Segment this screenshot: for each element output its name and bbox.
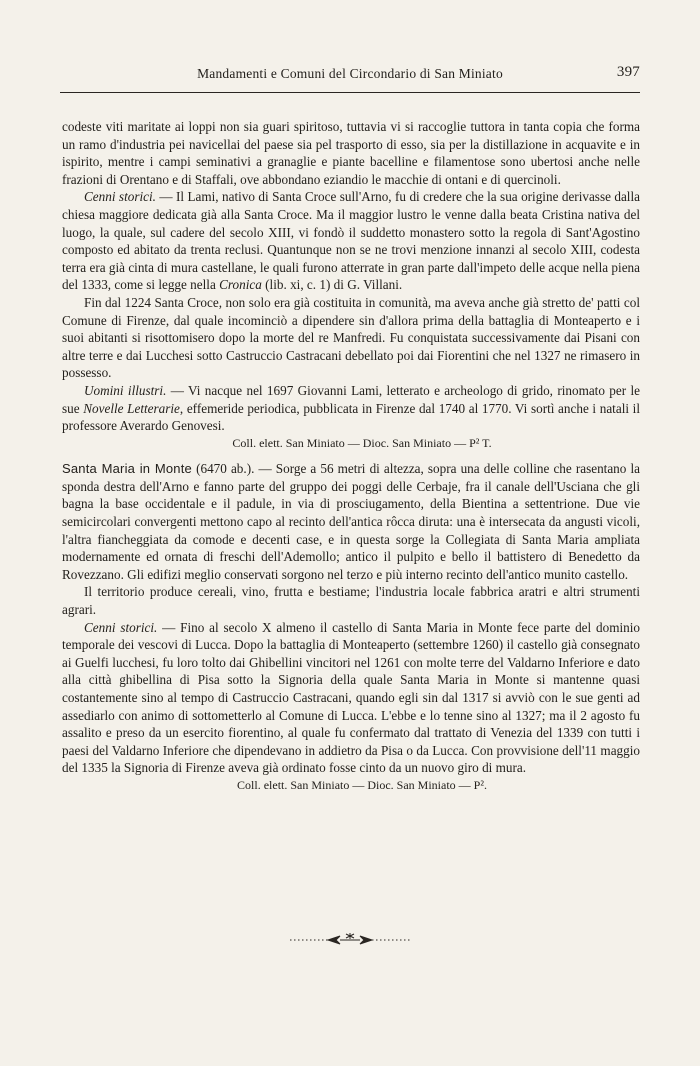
paragraph: codeste viti maritate ai loppi non sia guari spiritoso, tuttavia vi si raccoglie tuttora in tanta copia che forma un ramo d'industria pei navicellai del paese sia pel trasporto di esso, sia per la distillazione in acquavite e in ispirito, mentre i campi seminativi a granaglie e piante bacelline e filamentose sono ubertosi anche nelle frazioni di Orentano e di Staffali, ove abbondano eziandio le macchie di ontani e di quercinoli. — [62, 119, 640, 187]
paragraph: Il territorio produce cereali, vino, frutta e bestiame; l'industria locale fabbrica aratri e altri strumenti agrari. — [62, 584, 640, 618]
entry-paragraph: Santa Maria in Monte (6470 ab.). — Sorge a 56 metri di altezza, sopra una delle colline che rasentano la sponda destra dell'Arno e fanno parte del gruppo dei poggi delle Cerbaje, fra il canale dell'Usciana che gli bagna la base occidentale e il padule, in via di prosciugamento, della Bientina a settentrione. Due vie semicircolari convergenti mettono capo al recinto dell'antica rôcca diruta: una è intersecata da angusti vicoli, l'altra fiancheggiata da comode e decenti case, e in questa sorge la Collegiata di Santa Maria ampliata modernamente ed ornata di freschi dell'Ademollo; antico il pulpito e bello il battistero di Benedetto da Rovezzano. Gli edifizi meglio conservati sorgono nel terzo e più interno recinto dell'antico munito castello. — [62, 461, 640, 582]
section-label: Uomini illustri. — [84, 382, 167, 398]
electoral-note: Coll. elett. San Miniato — Dioc. San Miniato — P² T. — [232, 435, 492, 450]
running-title: Mandamenti e Comuni del Circondario di San Miniato — [197, 66, 503, 81]
paragraph: Uomini illustri. — Vi nacque nel 1697 Giovanni Lami, letterato e archeologo di grido, rinomato per le sue Novelle Letterarie, effemeride periodica, pubblicata in Firenze dal 1740 al 1770. Vi sortì anche i natali il professore Averardo Genovesi. — [62, 382, 640, 434]
section-label: Cenni storici. — [84, 619, 158, 635]
tail-ornament-icon — [288, 930, 412, 950]
paragraph: Cenni storici. — Fino al secolo X almeno il castello di Santa Maria in Monte fece parte del dominio temporale dei vescovi di Lucca. Dopo la battaglia di Monteaperto (settembre 1260) il castello già consegnato ai Guelfi lucchesi, fu loro tolto dai Ghibellini vincitori nel 1261 con molte terre del Valdarno Inferiore e dato alla città ghibellina di Pisa sotto la Signoria della quale Santa Maria in Monte si mantenne quasi costantemente sino al tempo di Castruccio Castracani, quando egli sin dal 1317 si avviò con le sue genti ad assediarlo con animo di sottometterlo al Comune di Lucca. L'ebbe e lo tenne sino al 1327; ma il 2 agosto fu assalito e preso da un esercito fiorentino, al quale fu confermato dal trattato di Venezia del 1339 con tutti i paesi del Valdarno Inferiore che dipendevano in addietro da Pisa o da Lucca. Con provvisione dell'11 maggio del 1335 la Signoria di Firenze aveva già ordinato fosse cinto da un nuovo giro di mura. — [62, 619, 640, 776]
text-body — [62, 118, 640, 795]
running-header — [60, 66, 640, 88]
section-label: Cenni storici. — [84, 189, 156, 205]
paragraph: Fin dal 1224 Santa Croce, non solo era già costituita in comunità, ma aveva anche già stretto de' patti col Comune di Firenze, dal quale incominciò a dipendere sin d'allora prima della battaglia di Monteaperto e i suoi abitanti si risottomisero dopo la morte del re Manfredi. Fu conquistata successivamente dai Pisani con altre terre e dai Lucchesi sotto Castruccio Castracani debellato poi dai Fiorentini che nel 1327 ne rimasero in possesso. — [62, 294, 640, 381]
electoral-note: Coll. elett. San Miniato — Dioc. San Miniato — P². — [237, 777, 487, 792]
page-number: 397 — [616, 64, 640, 80]
entry-headword: Santa Maria in Monte — [62, 461, 192, 477]
header-rule — [60, 92, 640, 93]
paragraph: Cenni storici. — Il Lami, nativo di Santa Croce sull'Arno, fu di credere che la sua origine derivasse dalla chiesa maggiore dedicata già alla Santa Croce. Ma il maggior lustro le venne dalla beata Cristina nativa del luogo, la quale, sul cadere del secolo XIII, vi fondò il suddetto monastero sotto la regola di Sant'Agostino composto ed abitato da trenta reclusi. Quantunque non se ne trovi menzione innanzi al secolo XIII, codesta terra era già cinta di mura castellane, le quali furono atterrate in gran parte dall'impeto delle acque nella piena del 1333, come si legge nella Cronica (lib. xi, c. 1) di G. Villani. — [62, 189, 640, 293]
